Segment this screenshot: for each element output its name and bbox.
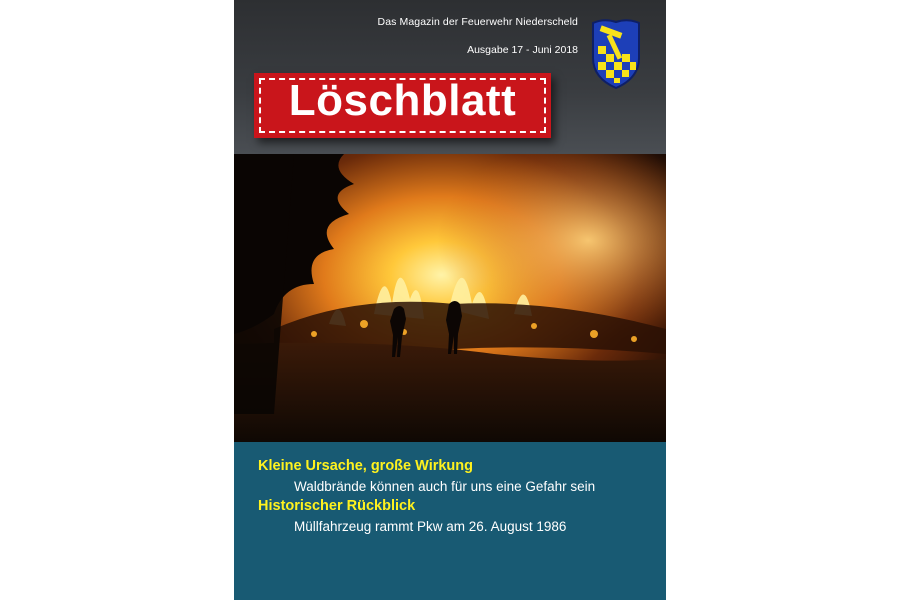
magazine-cover [234, 0, 666, 600]
article-teaser: Waldbrände können auch für uns eine Gefahr sein [294, 479, 596, 494]
article-teasers [234, 442, 666, 600]
issue-label: Ausgabe 17 - Juni 2018 [467, 44, 578, 56]
article-headline: Historischer Rückblick [258, 498, 416, 514]
article-teaser: Müllfahrzeug rammt Pkw am 26. August 1986 [294, 519, 567, 534]
cover-header [234, 0, 666, 154]
coat-of-arms-icon [590, 18, 642, 90]
cover-photo-forest-fire [234, 154, 666, 442]
masthead [254, 73, 551, 138]
magazine-subtitle: Das Magazin der Feuerwehr Niederscheld [377, 16, 578, 28]
magazine-title: Löschblatt [288, 76, 517, 125]
article-headline: Kleine Ursache, große Wirkung [258, 458, 474, 474]
